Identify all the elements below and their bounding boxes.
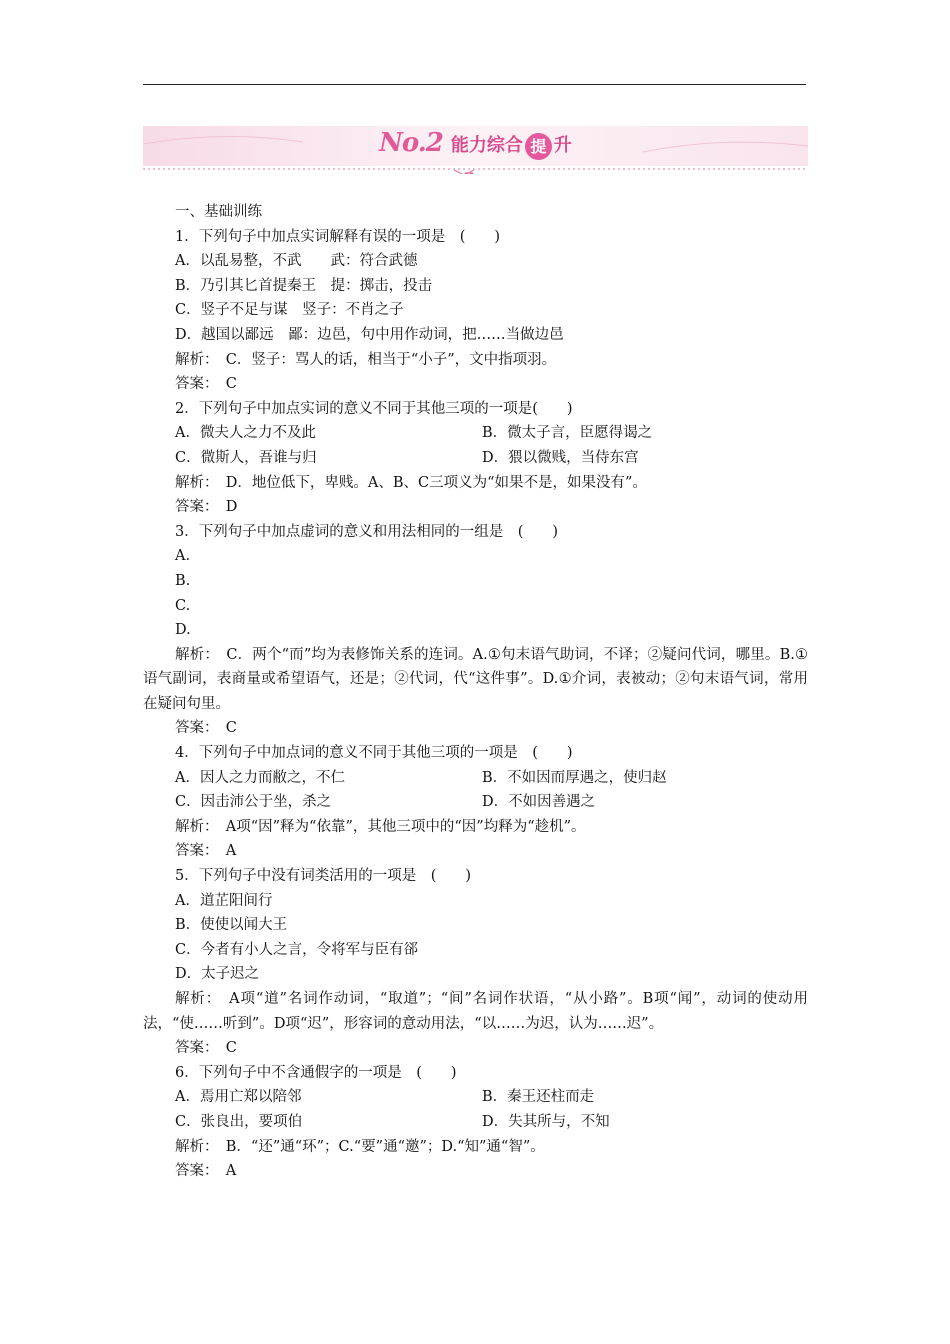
q5-stem: 5．下列句子中没有词类活用的一项是 ( ) [175,868,472,885]
q4-stem: 4．下列句子中加点词的意义不同于其他三项的一项是 ( ) [175,745,573,762]
q6-option-c: C．张良出，要项伯 [175,1113,303,1130]
q2-answer: 答案： D [175,499,238,516]
q3-option-c: C. [175,597,191,614]
q2-options-row1 [143,421,808,446]
q1-option-a: A．以乱易整，不武 武：符合武德 [175,253,418,270]
q4-options-row2 [143,790,808,815]
q4-option-a: A．因人之力而敝之，不仁 [175,769,345,786]
q4-analysis: 解析： A项“因”释为“依靠”，其他三项中的“因”均释为“趁机”。 [175,818,586,835]
q6-options-row1 [143,1085,808,1110]
q2-analysis: 解析： D．地位低下，卑贱。A、B、C三项义为“如果不是，如果没有”。 [175,474,647,491]
banner-title-b: 升 [553,135,572,156]
q2-option-c: C．微斯人，吾谁与归 [175,449,317,466]
q5-option-d: D．太子迟之 [175,966,260,983]
q2-option-d: D．猥以微贱，当侍东宫 [482,449,639,466]
q3-option-d: D. [175,622,191,639]
q6-analysis: 解析： B．“还”通“环”；C.“要”通“邀”；D.“知”通“智”。 [175,1138,545,1155]
q3-option-b: B. [175,572,191,589]
q1-stem: 1．下列句子中加点实词解释有误的一项是 ( ) [175,228,501,245]
q5-option-b: B．使使以闻大王 [175,917,288,934]
q1-answer: 答案： C [175,376,237,393]
q2-option-a: A．微夫人之力不及此 [175,425,316,442]
banner-title-a: 能力综合 [450,135,523,156]
q5-option-c: C．今者有小人之言，令将军与臣有郤 [175,941,419,958]
q3-stem: 3．下列句子中加点虚词的意义和用法相同的一组是 ( ) [175,523,559,540]
q4-option-b: B．不如因而厚遇之，使归赵 [482,769,667,786]
q4-options-row1 [143,766,808,791]
q5-analysis: 解析： A项“道”名词作动词，“取道”；“间”名词作状语，“从小路”。B项“闻”，动词的使动用法，“使……听到”。D项“迟”，形容词的意动用法，“以……为迟，认为……迟”。 [143,991,808,1032]
banner-number: No.2 [379,128,443,158]
q3-analysis: 解析： C．两个“而”均为表修饰关系的连词。A.①句末语气助词，不译；②疑问代词，哪里。B.①语气副词，表商量或希望语气，还是；②代词，代“这件事”。D.①介词，表被动；②句末语气词，常用在疑问句里。 [143,646,808,712]
q1-option-d: D．越国以鄙远 鄙：边邑，句中用作动词，把……当做边邑 [175,326,564,343]
q6-options-row2 [143,1110,808,1135]
q2-options-row2 [143,446,808,471]
q4-option-d: D．不如因善遇之 [482,794,596,811]
section-heading: 一、基础训练 [175,204,262,220]
q4-answer: 答案： A [175,843,237,860]
q2-option-b: B．微太子言，臣愿得谒之 [482,425,653,442]
q1-option-b: B．乃引其匕首提秦王 提：掷击，投击 [175,277,433,294]
q1-option-c: C．竖子不足与谋 竖子：不肖之子 [175,302,404,319]
section-banner [143,122,808,174]
banner-title-circle: 提 [525,133,552,160]
question-content [143,200,808,1184]
q4-option-c: C．因击沛公于坐，杀之 [175,794,332,811]
q6-answer: 答案： A [175,1163,237,1180]
q5-option-a: A．道芷阳间行 [175,892,273,909]
q5-answer: 答案： C [175,1040,237,1057]
q6-option-b: B．秦王还柱而走 [482,1089,595,1106]
q2-stem: 2．下列句子中加点实词的意义不同于其他三项的一项是( ) [175,400,573,417]
q3-answer: 答案： C [175,720,237,737]
q6-stem: 6．下列句子中不含通假字的一项是 ( ) [175,1064,457,1081]
q3-option-a: A. [175,548,191,565]
q1-analysis: 解析： C．竖子：骂人的话，相当于“小子”，文中指项羽。 [175,351,557,368]
q6-option-d: D．失其所与，不知 [482,1113,610,1130]
q6-option-a: A．焉用亡郑以陪邻 [175,1089,302,1106]
header-rule [143,84,806,85]
